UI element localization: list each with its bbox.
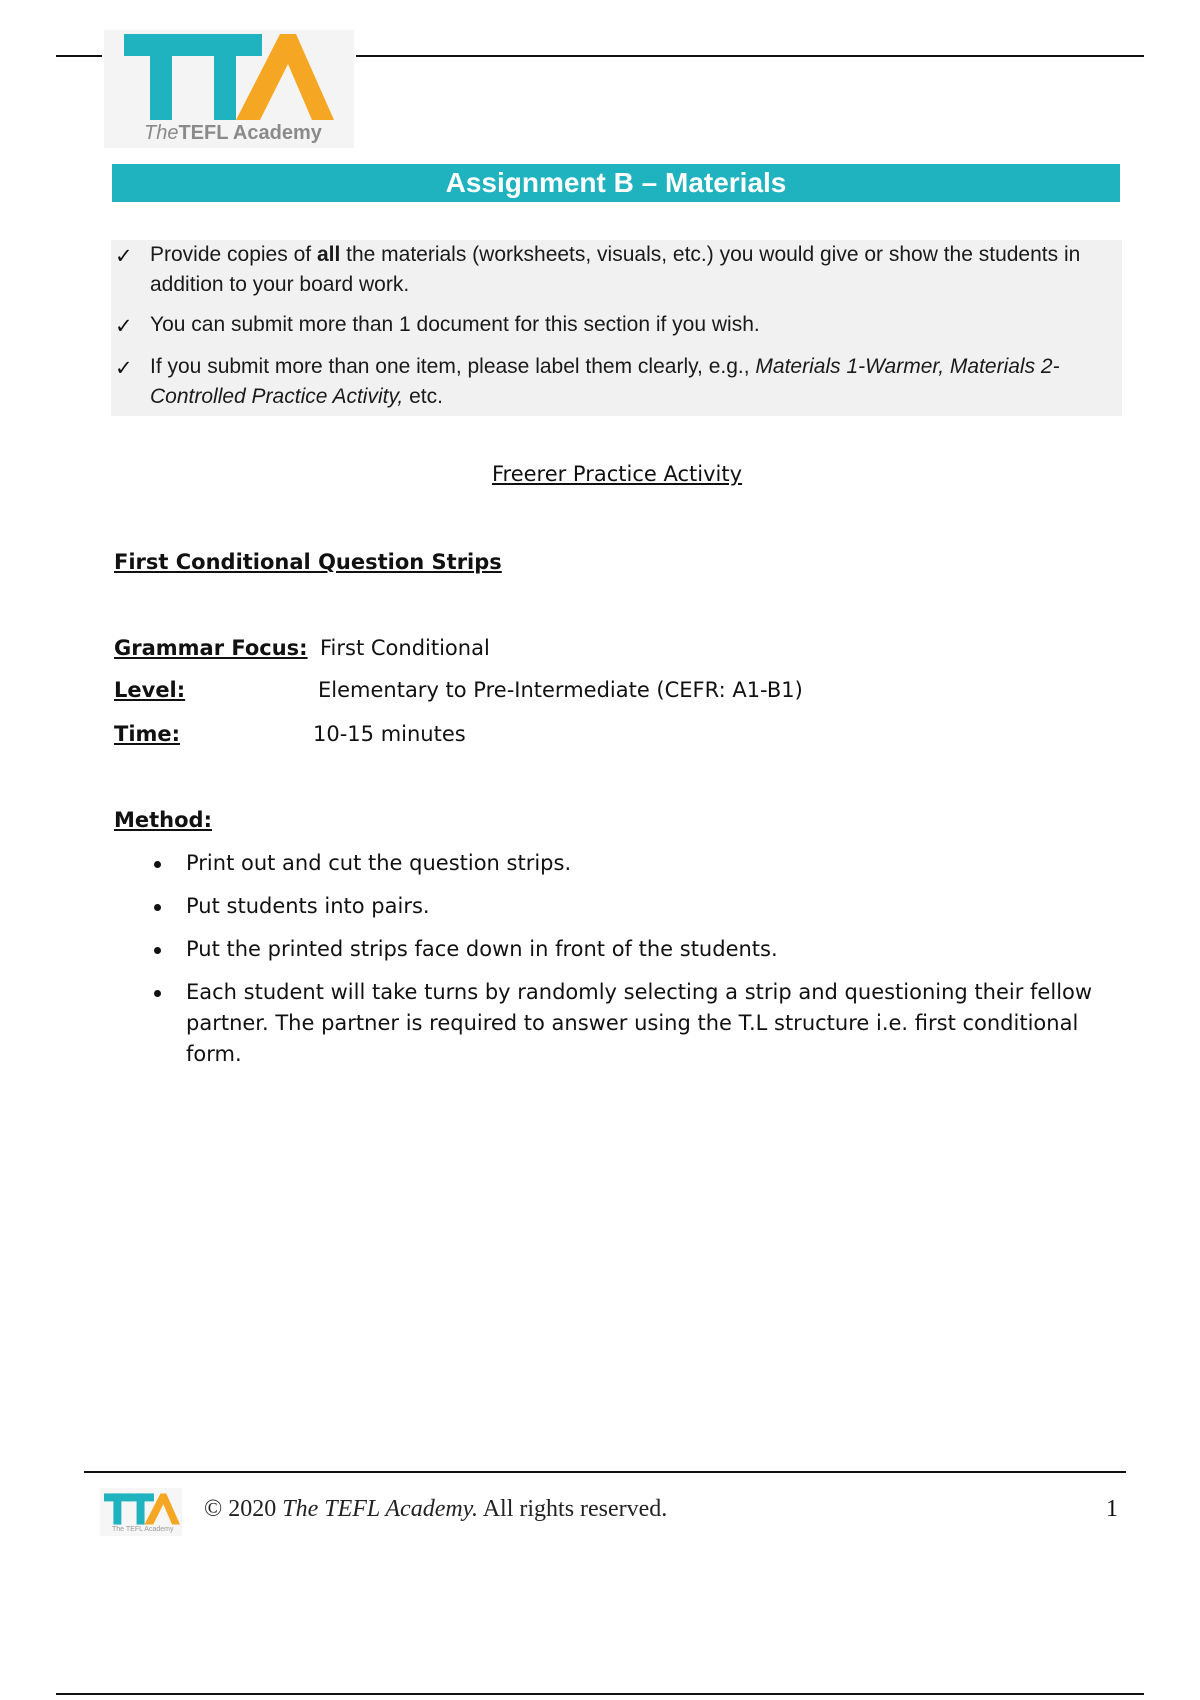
header-rule-right bbox=[356, 55, 1144, 57]
method-label: Method: bbox=[114, 808, 212, 832]
bottom-rule bbox=[56, 1693, 1144, 1695]
time-value: 10-15 minutes bbox=[313, 722, 466, 746]
header-rule-left bbox=[56, 55, 102, 57]
instruction-item-1: Provide copies of all the materials (worksheets, visuals, etc.) you would give or show the students in addition to your board work. bbox=[150, 243, 1081, 296]
bullet-icon bbox=[154, 861, 161, 868]
footer-logo bbox=[100, 1488, 182, 1536]
check-icon: ✓ bbox=[115, 357, 133, 380]
check-icon: ✓ bbox=[115, 245, 133, 268]
bullet-icon bbox=[154, 990, 161, 997]
section-title: Freerer Practice Activity bbox=[491, 462, 743, 486]
instructions-box bbox=[111, 240, 1122, 416]
tta-logo-mark bbox=[124, 34, 334, 120]
list-item: Put the printed strips face down in front of the students. bbox=[150, 934, 1100, 965]
check-icon: ✓ bbox=[115, 315, 133, 338]
grammar-focus-value: First Conditional bbox=[320, 636, 490, 660]
page-number: 1 bbox=[1106, 1496, 1118, 1522]
level-value: Elementary to Pre-Intermediate (CEFR: A1-B1) bbox=[318, 678, 803, 702]
list-item: Each student will take turns by randomly selecting a strip and questioning their fellow partner. The partner is required to answer using the T.L structure i.e. first conditional form. bbox=[150, 977, 1100, 1070]
footer-rule bbox=[84, 1471, 1126, 1473]
logo-subtitle: TheTEFL Academy bbox=[144, 122, 322, 144]
bullet-icon bbox=[154, 904, 161, 911]
footer-logo-subtitle: The TEFL Academy bbox=[112, 1526, 174, 1533]
footer-logo-mark bbox=[104, 1492, 180, 1526]
instruction-item-3: If you submit more than one item, please label them clearly, e.g., Materials 1-Warmer, Materials 2- Controlled Practice Activity, etc. bbox=[150, 355, 1060, 408]
bullet-icon bbox=[154, 947, 161, 954]
method-list bbox=[150, 848, 1100, 1082]
instruction-item-2: You can submit more than 1 document for this section if you wish. bbox=[150, 313, 760, 336]
tta-logo bbox=[104, 30, 354, 148]
copyright-text: © 2020 The TEFL Academy. All rights reserved. bbox=[204, 1496, 668, 1522]
list-item: Print out and cut the question strips. bbox=[150, 848, 1100, 879]
activity-heading: First Conditional Question Strips bbox=[114, 550, 502, 574]
time-label: Time: bbox=[114, 722, 181, 746]
grammar-focus-label: Grammar Focus: bbox=[114, 636, 308, 660]
level-label: Level: bbox=[114, 678, 186, 702]
assignment-banner: Assignment B – Materials bbox=[112, 164, 1120, 202]
list-item: Put students into pairs. bbox=[150, 891, 1100, 922]
